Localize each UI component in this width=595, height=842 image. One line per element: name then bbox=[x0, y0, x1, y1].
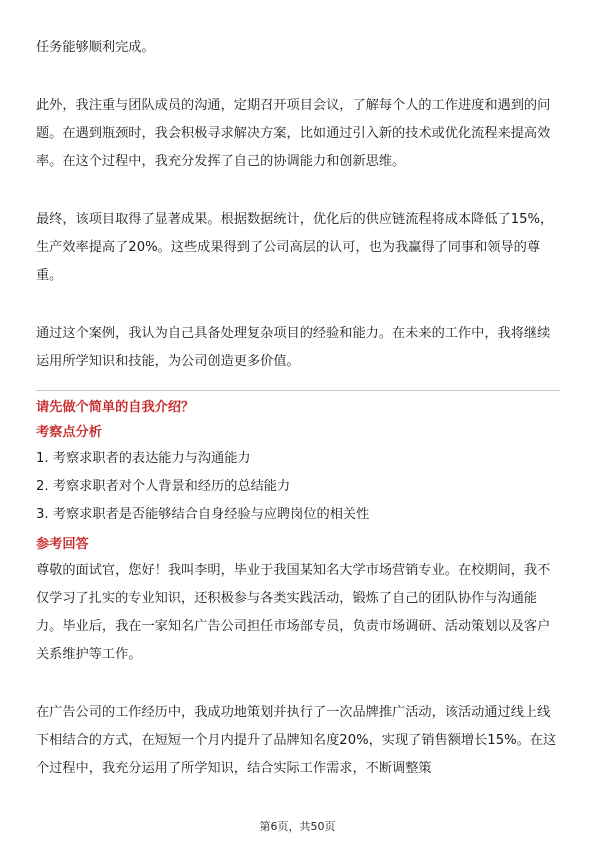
paragraph-continuation: 任务能够顺利完成。 bbox=[36, 40, 155, 55]
answer-heading: 参考回答 bbox=[36, 537, 89, 552]
page-footer: 第6页，共50页 bbox=[259, 820, 336, 833]
page-content bbox=[36, 34, 560, 783]
paragraph-gap bbox=[36, 62, 560, 92]
answer-paragraph-intro: 尊敬的面试官，您好！我叫李明，毕业于我国某知名大学市场营销专业。在校期间，我不仅学习了扎实的专业知识，还积极参与各类实践活动，锻炼了自己的团队协作与沟通能力。毕业后，我在一家知名广告公司担任市场部专员，负责市场调研、活动策划以及客户关系维护等工作。 bbox=[36, 563, 551, 662]
answer-paragraph-experience: 在广告公司的工作经历中，我成功地策划并执行了一次品牌推广活动，该活动通过线上线下相结合的方式，在短短一个月内提升了品牌知名度20%，实现了销售额增长15%。在这个过程中，我充分运用了所学知识，结合实际工作需求，不断调整策 bbox=[36, 705, 557, 776]
paragraph-conclusion: 通过这个案例，我认为自己具备处理复杂项目的经验和能力。在未来的工作中，我将继续运用所学知识和技能，为公司创造更多价值。 bbox=[36, 326, 551, 369]
analysis-item: 2. 考察求职者对个人背景和经历的总结能力 bbox=[36, 479, 291, 494]
paragraph-gap bbox=[36, 176, 560, 206]
question-heading: 请先做个简单的自我介绍？ bbox=[36, 400, 195, 415]
section-divider bbox=[36, 390, 560, 391]
paragraph-gap bbox=[36, 290, 560, 320]
analysis-heading: 考察点分析 bbox=[36, 425, 102, 440]
paragraph-results: 最终，该项目取得了显著成果。根据数据统计，优化后的供应链流程将成本降低了15%，生产效率提高了20%。这些成果得到了公司高层的认可，也为我赢得了同事和领导的尊重。 bbox=[36, 212, 554, 283]
paragraph-communication: 此外，我注重与团队成员的沟通，定期召开项目会议，了解每个人的工作进度和遇到的问题。在遇到瓶颈时，我会积极寻求解决方案，比如通过引入新的技术或优化流程来提高效率。在这个过程中，我充分发挥了自己的协调能力和创新思维。 bbox=[36, 98, 551, 169]
paragraph-gap bbox=[36, 669, 560, 699]
analysis-item: 1. 考察求职者的表达能力与沟通能力 bbox=[36, 451, 251, 466]
analysis-item: 3. 考察求职者是否能够结合自身经验与应聘岗位的相关性 bbox=[36, 507, 370, 522]
